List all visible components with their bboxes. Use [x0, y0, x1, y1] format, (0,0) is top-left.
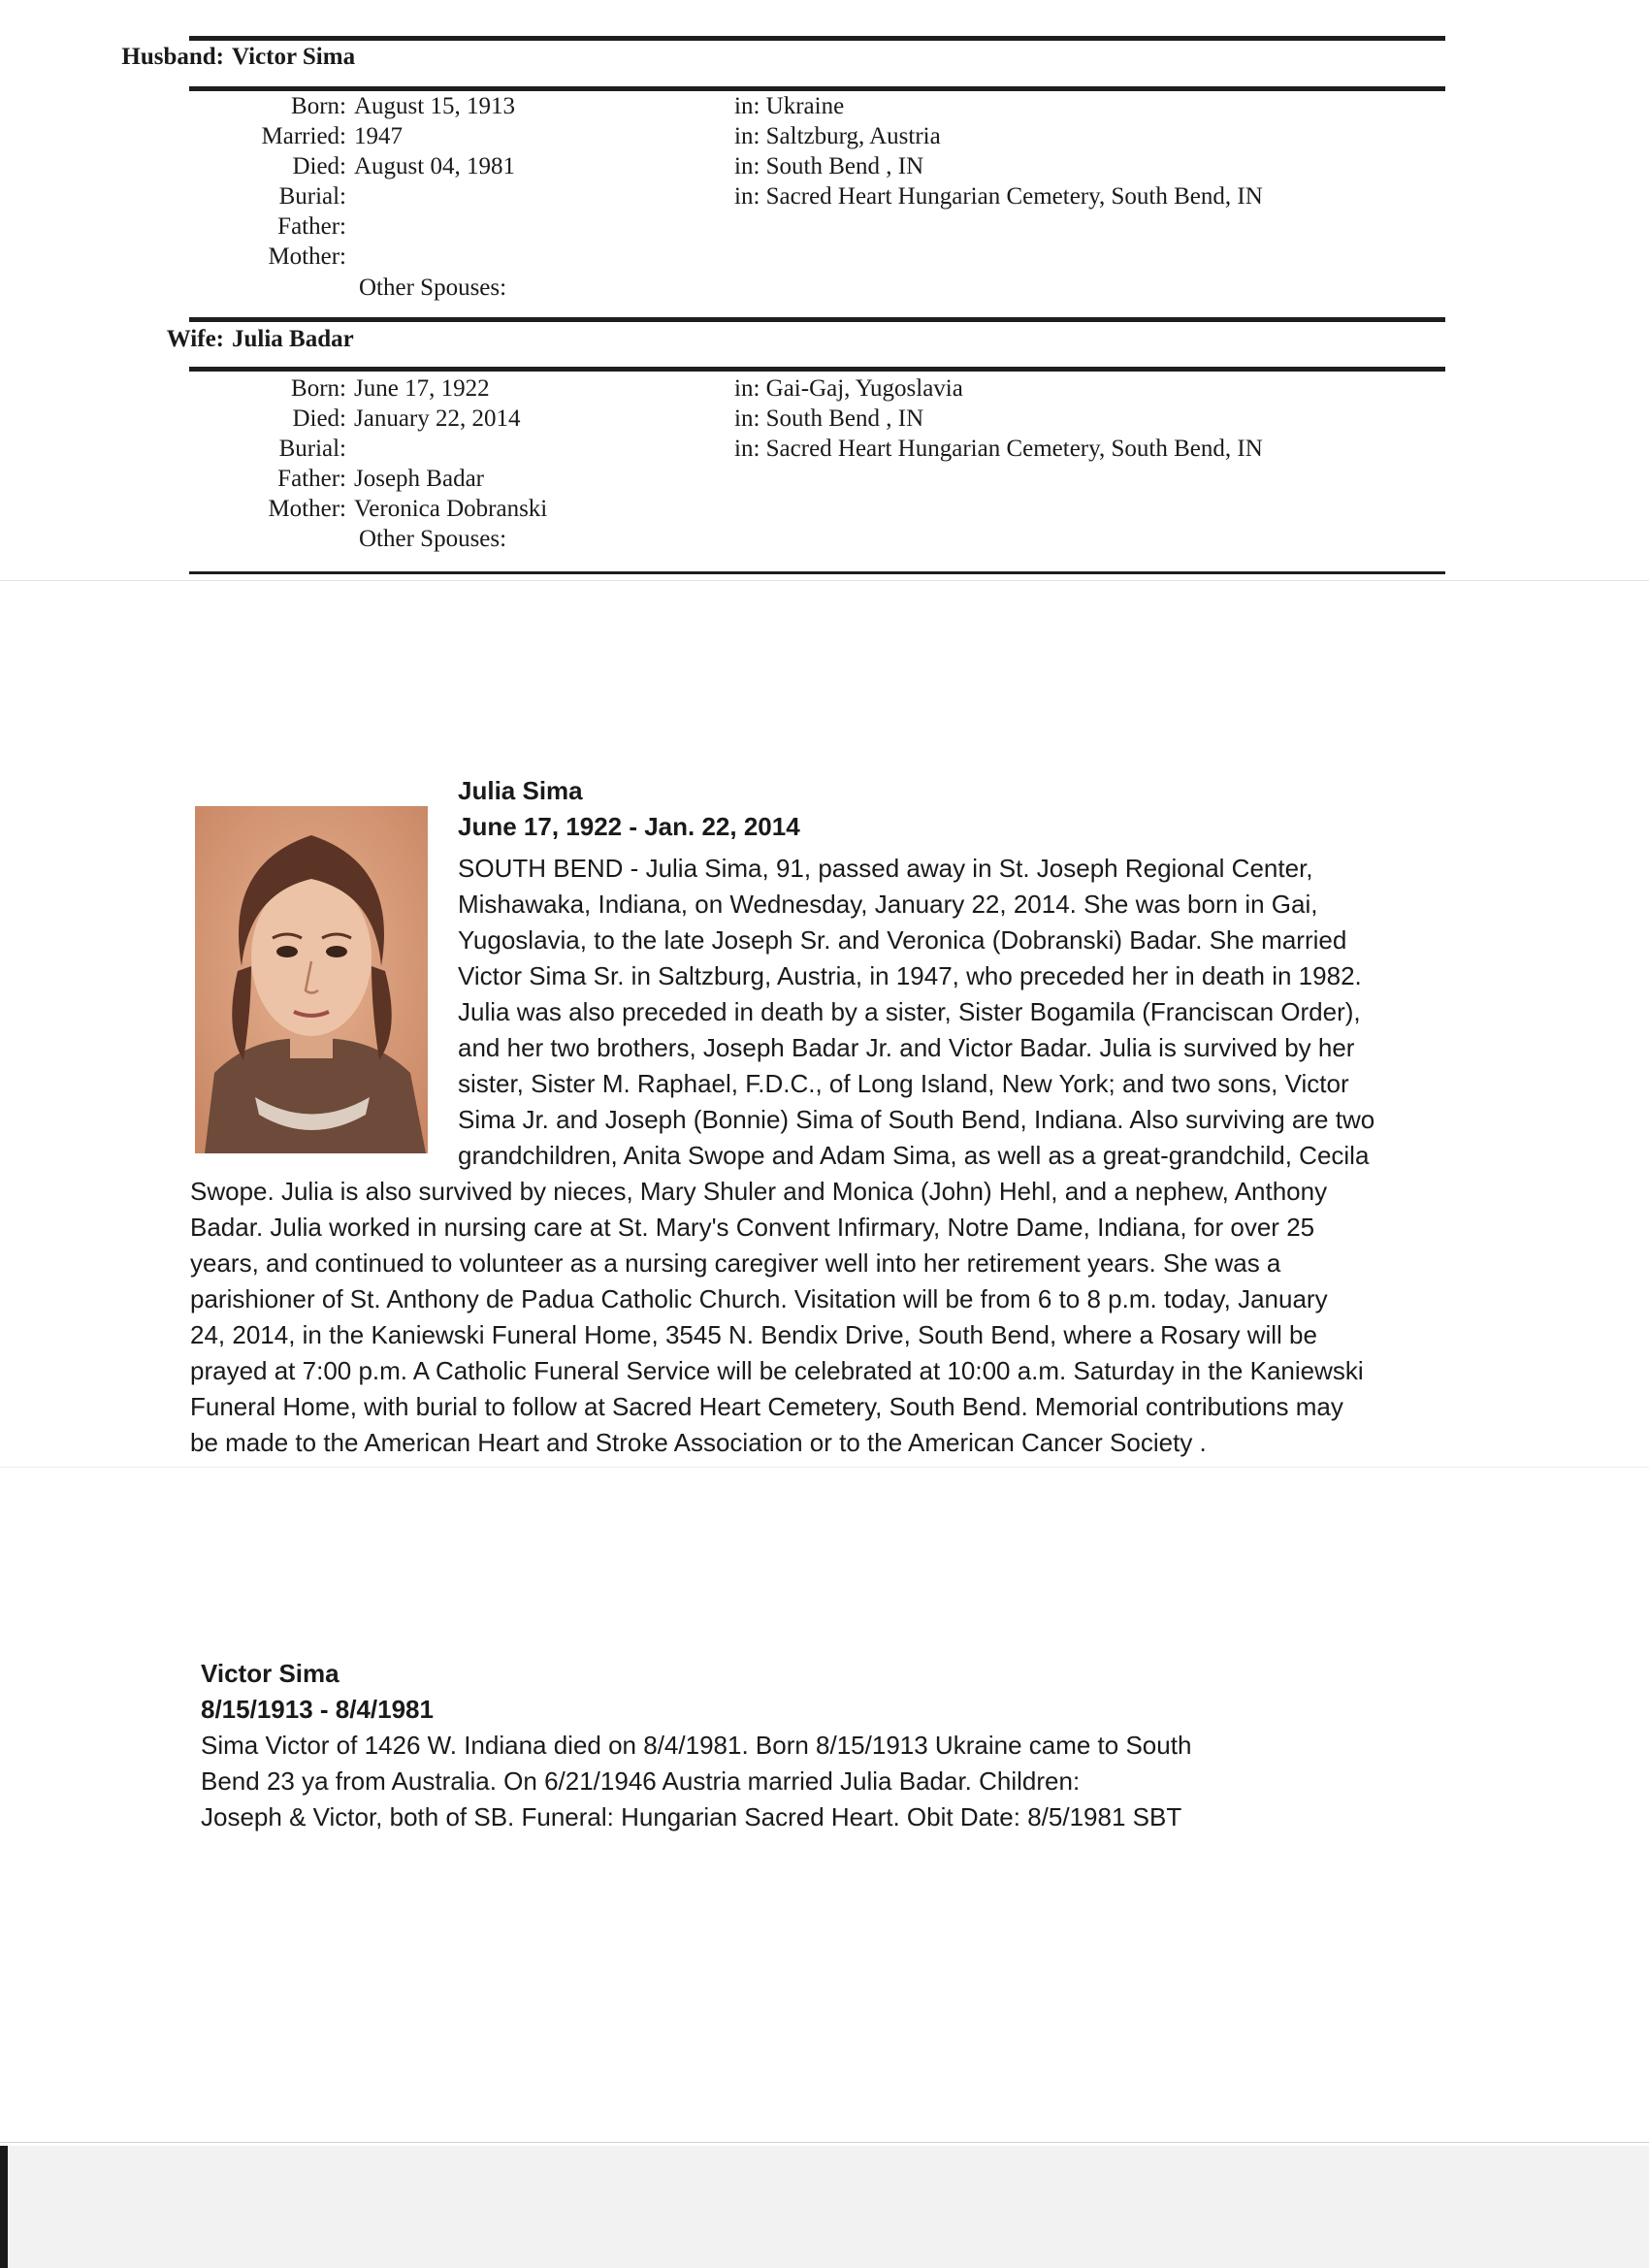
husband-name: Victor Sima [232, 44, 356, 70]
obit-line: Victor Sima Sr. in Saltzburg, Austria, in 1947, who preceded her in death in 1982. [458, 961, 1362, 990]
obit-line: Funeral Home, with burial to follow at Sacred Heart Cemetery, South Bend. Memorial contributions may [190, 1392, 1343, 1421]
wife-other-spouses: Other Spouses: [359, 526, 507, 552]
husband-fact-died: Died: August 04, 1981 in: South Bend , IN [292, 153, 924, 179]
husband-fact-married: Married: 1947 in: Saltzburg, Austria [261, 123, 941, 149]
wife-bottom-rule [189, 367, 1445, 372]
victor-obit-dates: 8/15/1913 - 8/4/1981 [201, 1695, 434, 1724]
wife-name: Julia Badar [232, 326, 354, 352]
obit-line: Julia was also preceded in death by a sister, Sister Bogamila (Franciscan Order), [458, 997, 1361, 1026]
wife-fact-burial: Burial: in: Sacred Heart Hungarian Cemetery, South Bend, IN [278, 436, 1263, 462]
victor-obit-name: Victor Sima [201, 1659, 340, 1688]
page-fold-line [0, 1467, 1649, 1468]
obit-line: Mishawaka, Indiana, on Wednesday, January 22, 2014. She was born in Gai, [458, 890, 1318, 919]
husband-top-rule [189, 36, 1445, 41]
victor-obit [201, 1656, 1191, 1835]
obit-line: Yugoslavia, to the late Joseph Sr. and Veronica (Dobranski) Badar. She married [458, 925, 1347, 955]
julia-obit-wrapped-text [458, 851, 1374, 1174]
wife-label: Wife: [166, 326, 224, 352]
portrait-left-eye [276, 946, 298, 957]
husband-fact-mother: Mother: [268, 243, 346, 270]
julia-obit-name: Julia Sima [458, 776, 583, 805]
obit-line: parishioner of St. Anthony de Padua Catholic Church. Visitation will be from 6 to 8 p.m. today, January [190, 1284, 1328, 1313]
obit-line: and her two brothers, Joseph Badar Jr. and Victor Badar. Julia is survived by her [458, 1033, 1355, 1062]
wife-fact-born: Born: June 17, 1922 in: Gai-Gaj, Yugoslavia [291, 375, 963, 402]
obit-line: Bend 23 ya from Australia. On 6/21/1946 Austria married Julia Badar. Children: [201, 1766, 1081, 1796]
obit-line: 24, 2014, in the Kaniewski Funeral Home, 3545 N. Bendix Drive, South Bend, where a Rosary will be [190, 1320, 1317, 1349]
husband-fact-born: Born: August 15, 1913 in: Ukraine [291, 93, 845, 119]
obit-line: Sima Jr. and Joseph (Bonnie) Sima of South Bend, Indiana. Also surviving are two [458, 1105, 1375, 1134]
obit-line: grandchildren, Anita Swope and Adam Sima, as well as a great-grandchild, Cecila [458, 1141, 1370, 1170]
julia-obit-heading [458, 773, 800, 845]
wife-top-rule [189, 317, 1445, 322]
julia-obit-full-text [190, 1174, 1364, 1461]
obit-line: sister, Sister M. Raphael, F.D.C., of Long Island, New York; and two sons, Victor [458, 1069, 1349, 1098]
husband-label: Husband: [121, 44, 224, 70]
obit-line: be made to the American Heart and Stroke Association or to the American Cancer Society . [190, 1428, 1207, 1457]
husband-header [37, 44, 355, 71]
husband-fact-burial: Burial: in: Sacred Heart Hungarian Cemetery, South Bend, IN [278, 183, 1263, 210]
scan-edge-shadow [0, 2146, 8, 2268]
obit-line: years, and continued to volunteer as a nursing caregiver well into her retirement years. She was a [190, 1248, 1281, 1278]
obit-line: Joseph & Victor, both of SB. Funeral: Hungarian Sacred Heart. Obit Date: 8/5/1981 SBT [201, 1802, 1182, 1831]
obit-line: SOUTH BEND - Julia Sima, 91, passed away in St. Joseph Regional Center, [458, 854, 1313, 883]
husband-other-spouses: Other Spouses: [359, 275, 507, 301]
portrait-right-eye [326, 946, 347, 957]
obit-line: prayed at 7:00 p.m. A Catholic Funeral Service will be celebrated at 10:00 a.m. Saturday in the Kaniewski [190, 1356, 1364, 1385]
wife-end-rule [189, 571, 1445, 574]
page-bottom-edge [0, 2142, 1649, 2143]
page-fold-line [0, 580, 1649, 581]
julia-portrait-photo [195, 806, 428, 1153]
wife-fact-father: Father: Joseph Badar [277, 466, 484, 492]
obit-line: Sima Victor of 1426 W. Indiana died on 8/4/1981. Born 8/15/1913 Ukraine came to South [201, 1731, 1192, 1760]
obit-line: Swope. Julia is also survived by nieces, Mary Shuler and Monica (John) Hehl, and a nephew, Anthony [190, 1177, 1328, 1206]
husband-fact-father: Father: [277, 213, 346, 240]
julia-obit-dates: June 17, 1922 - Jan. 22, 2014 [458, 812, 800, 841]
obit-line: Badar. Julia worked in nursing care at St. Mary's Convent Infirmary, Notre Dame, Indiana, for over 25 [190, 1213, 1315, 1242]
wife-fact-mother: Mother: Veronica Dobranski [268, 496, 548, 522]
wife-fact-died: Died: January 22, 2014 in: South Bend , IN [292, 405, 924, 432]
scan-bottom-margin [0, 2146, 1649, 2268]
wife-header [37, 326, 354, 353]
